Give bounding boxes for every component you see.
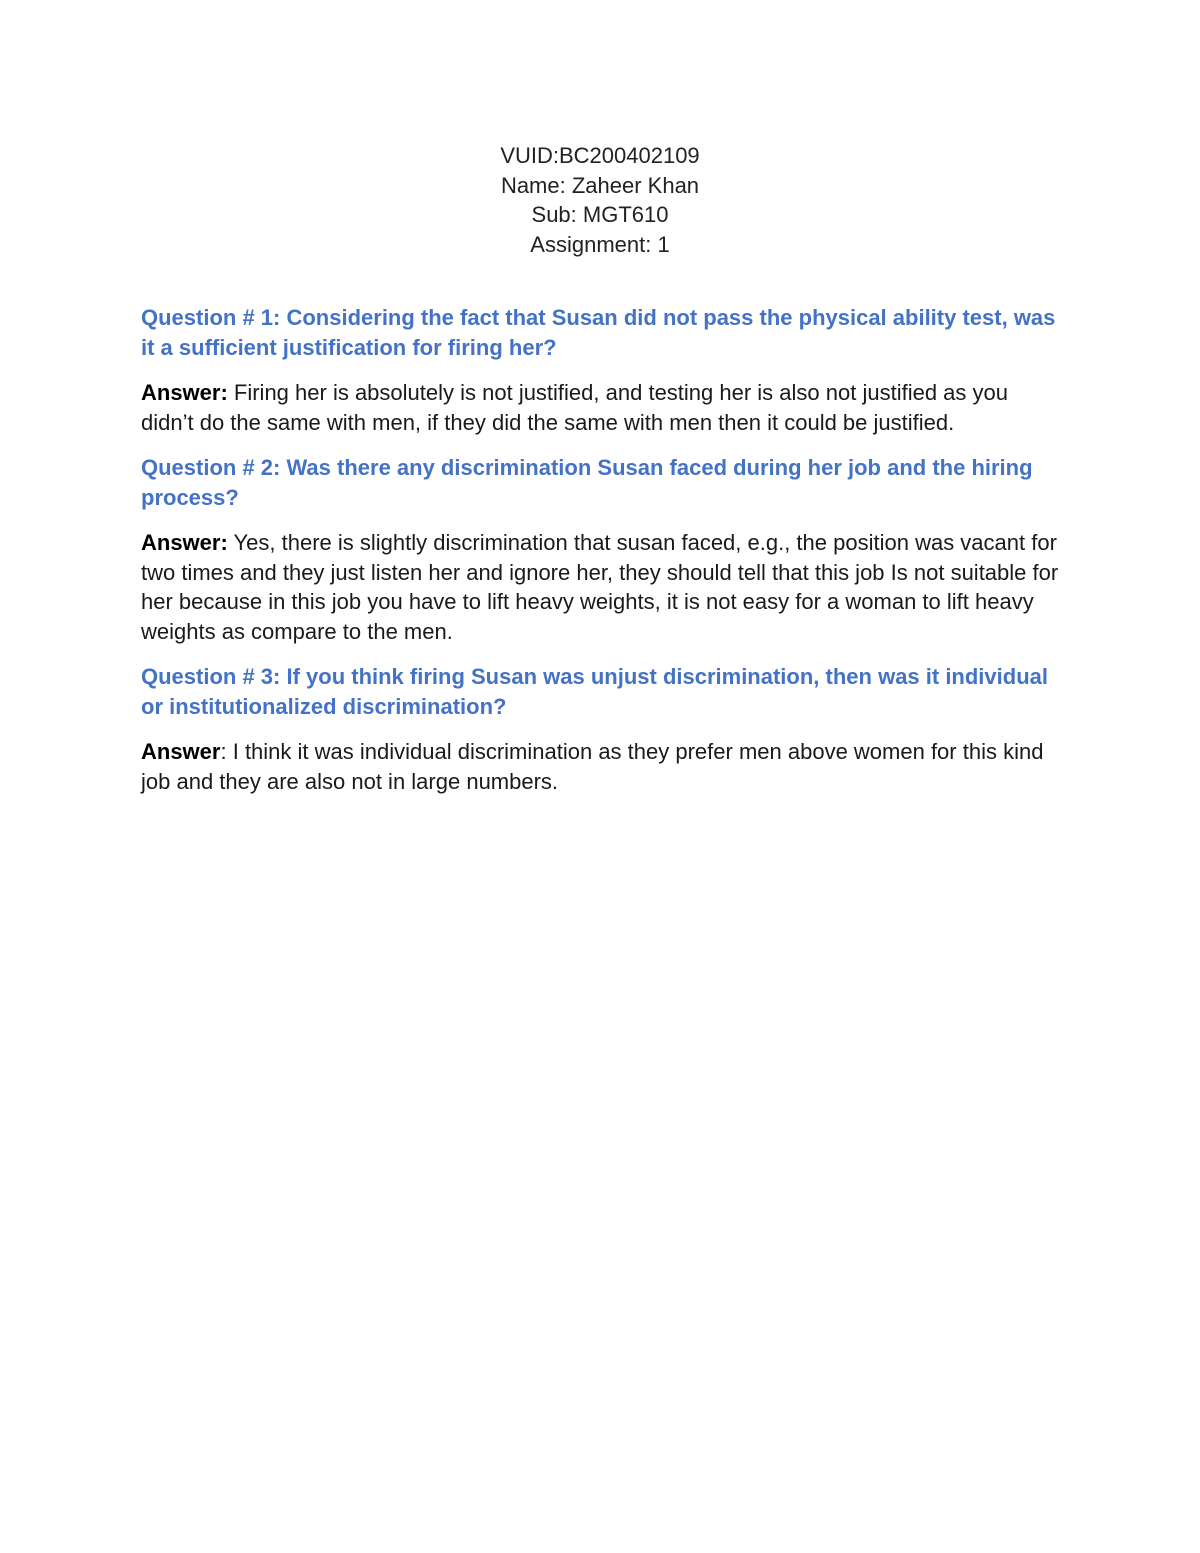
answer-label: Answer: (141, 530, 228, 555)
answer-2 (141, 528, 1066, 646)
answer-label: Answer: (141, 380, 228, 405)
assignment-line: Assignment: 1 (530, 231, 670, 257)
vuid-line: VUID:BC200402109 (500, 143, 700, 168)
document-header (0, 141, 1200, 259)
question-3: Question # 3: If you think firing Susan was unjust discrimination, then was it individual or institutionalized discrimination? (141, 664, 1048, 719)
answer-text: Yes, there is slightly discrimination that susan faced, e.g., the position was vacant for two times and they just listen her and ignore her, they should tell that this job Is not suitable for her because in this job you have to lift heavy weights, it is not easy for a woman to lift heavy weights as compare to the men. (141, 530, 1059, 644)
answer-text: Firing her is absolutely is not justified, and testing her is also not justified as you didn’t do the same with men, if they did the same with men then it could be justified. (141, 380, 1008, 435)
answer-label: Answer (141, 739, 221, 764)
answer-text: I think it was individual discrimination as they prefer men above women for this kind job and they are also not in large numbers. (141, 739, 1044, 794)
answer-1 (141, 378, 1066, 437)
qa-section (141, 303, 1066, 812)
subject-line: Sub: MGT610 (531, 202, 669, 227)
answer-colon: : (220, 739, 227, 764)
question-2: Question # 2: Was there any discrimination Susan faced during her job and the hiring process? (141, 455, 1033, 510)
answer-3 (141, 737, 1066, 796)
question-1: Question # 1: Considering the fact that Susan did not pass the physical ability test, was it a sufficient justification for firing her? (141, 305, 1056, 360)
name-line: Name: Zaheer Khan (500, 172, 700, 198)
